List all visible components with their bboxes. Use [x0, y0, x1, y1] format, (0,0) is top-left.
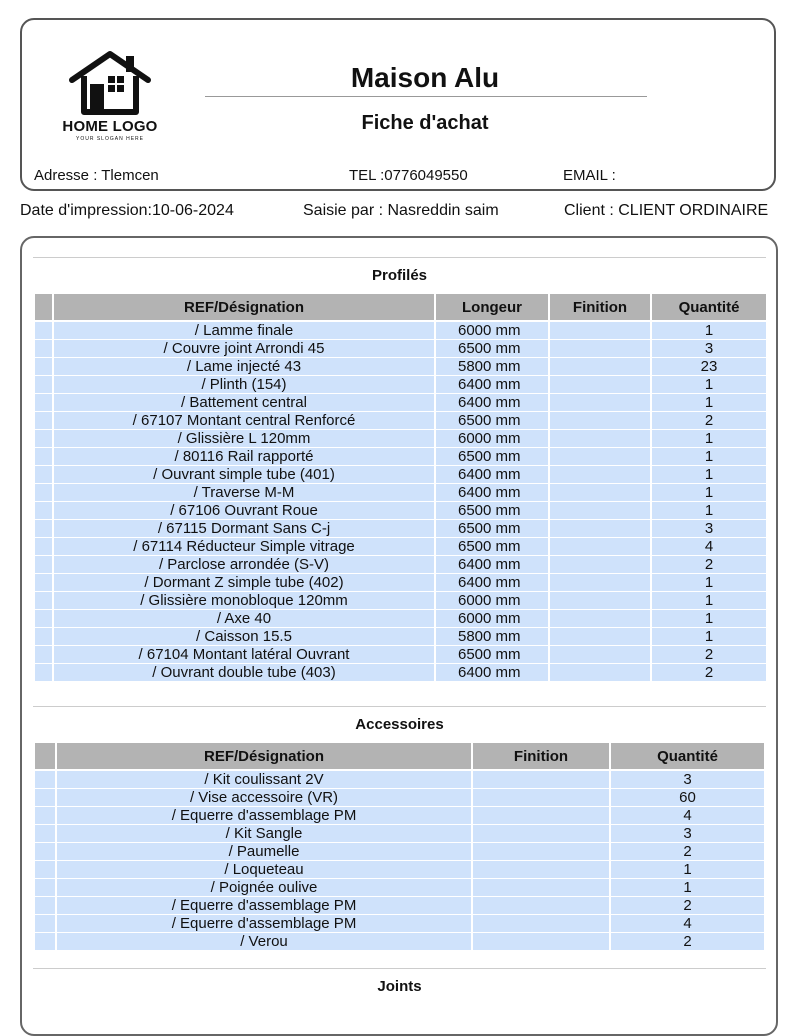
row-marker [35, 340, 52, 358]
row-marker [35, 825, 55, 843]
row-marker [35, 502, 52, 520]
col-header-quantity: Quantité [652, 294, 766, 322]
designation-cell: / 67104 Montant latéral Ouvrant [54, 646, 434, 664]
quantity-cell: 2 [611, 933, 764, 951]
length-cell: 6400 mm [436, 664, 548, 682]
finish-cell [550, 466, 650, 484]
row-marker [35, 448, 52, 466]
row-marker [35, 322, 52, 340]
length-cell: 6400 mm [436, 376, 548, 394]
designation-cell: / Plinth (154) [54, 376, 434, 394]
row-marker [35, 915, 55, 933]
table-row [35, 430, 766, 448]
email-text: EMAIL : [563, 167, 616, 184]
quantity-cell: 4 [652, 538, 766, 556]
designation-cell: / 80116 Rail rapporté [54, 448, 434, 466]
profiles-table [33, 294, 768, 682]
finish-cell [550, 340, 650, 358]
designation-cell: / Traverse M-M [54, 484, 434, 502]
finish-cell [550, 520, 650, 538]
finish-cell [550, 502, 650, 520]
length-cell: 6500 mm [436, 412, 548, 430]
quantity-cell: 1 [652, 376, 766, 394]
table-row [35, 448, 766, 466]
finish-cell [550, 556, 650, 574]
company-logo [54, 50, 166, 150]
table-row [35, 466, 766, 484]
finish-cell [550, 628, 650, 646]
quantity-cell: 2 [611, 897, 764, 915]
designation-cell: / 67114 Réducteur Simple vitrage [54, 538, 434, 556]
length-cell: 6000 mm [436, 592, 548, 610]
quantity-cell: 1 [652, 466, 766, 484]
table-row [35, 933, 764, 951]
designation-cell: / Caisson 15.5 [54, 628, 434, 646]
quantity-cell: 1 [652, 484, 766, 502]
finish-cell [473, 807, 609, 825]
designation-cell: / Kit coulissant 2V [57, 771, 471, 789]
header-box [20, 18, 776, 191]
print-date: Date d'impression:10-06-2024 [20, 202, 234, 219]
row-marker [35, 394, 52, 412]
quantity-cell: 1 [652, 502, 766, 520]
finish-cell [473, 825, 609, 843]
table-row [35, 807, 764, 825]
quantity-cell: 4 [611, 807, 764, 825]
length-cell: 6400 mm [436, 484, 548, 502]
designation-cell: / Ouvrant simple tube (401) [54, 466, 434, 484]
length-cell: 6500 mm [436, 520, 548, 538]
table-row [35, 376, 766, 394]
finish-cell [473, 897, 609, 915]
finish-cell [550, 538, 650, 556]
designation-cell: / Lamme finale [54, 322, 434, 340]
designation-cell: / Battement central [54, 394, 434, 412]
table-row [35, 340, 766, 358]
row-marker [35, 538, 52, 556]
table-row [35, 610, 766, 628]
table-row [35, 502, 766, 520]
table-row [35, 825, 764, 843]
designation-cell: / Paumelle [57, 843, 471, 861]
entered-by: Saisie par : Nasreddin saim [303, 202, 499, 219]
col-header-designation: REF/Désignation [57, 743, 471, 771]
col-header-quantity: Quantité [611, 743, 764, 771]
table-row [35, 574, 766, 592]
row-marker [35, 376, 52, 394]
col-header-finish: Finition [550, 294, 650, 322]
quantity-cell: 1 [652, 574, 766, 592]
finish-cell [473, 789, 609, 807]
table-row [35, 628, 766, 646]
quantity-cell: 4 [611, 915, 764, 933]
section-divider [33, 706, 766, 707]
quantity-cell: 1 [652, 394, 766, 412]
quantity-cell: 1 [652, 448, 766, 466]
profiles-section-title: Profilés [371, 267, 428, 284]
designation-cell: / Lame injecté 43 [54, 358, 434, 376]
finish-cell [550, 412, 650, 430]
length-cell: 6400 mm [436, 466, 548, 484]
finish-cell [550, 574, 650, 592]
logo-text: HOME LOGO [62, 118, 158, 135]
logo-slogan: YOUR SLOGAN HERE [76, 136, 144, 142]
col-header-designation: REF/Désignation [54, 294, 434, 322]
designation-cell: / Poignée oulive [57, 879, 471, 897]
accessories-header-row [35, 743, 764, 771]
finish-cell [550, 610, 650, 628]
length-cell: 6400 mm [436, 556, 548, 574]
quantity-cell: 23 [652, 358, 766, 376]
finish-cell [550, 484, 650, 502]
finish-cell [473, 843, 609, 861]
designation-cell: / Equerre d'assemblage PM [57, 897, 471, 915]
table-row [35, 592, 766, 610]
finish-cell [550, 448, 650, 466]
quantity-cell: 1 [652, 322, 766, 340]
col-header-length: Longeur [436, 294, 548, 322]
table-row [35, 358, 766, 376]
table-row [35, 843, 764, 861]
table-row [35, 664, 766, 682]
table-row [35, 484, 766, 502]
designation-cell: / Equerre d'assemblage PM [57, 807, 471, 825]
length-cell: 6500 mm [436, 538, 548, 556]
quantity-cell: 2 [652, 556, 766, 574]
quantity-cell: 1 [611, 879, 764, 897]
col-header-finish: Finition [473, 743, 609, 771]
designation-cell: / Parclose arrondée (S-V) [54, 556, 434, 574]
designation-cell: / 67115 Dormant Sans C-j [54, 520, 434, 538]
row-marker [35, 466, 52, 484]
table-row [35, 556, 766, 574]
quantity-cell: 1 [652, 628, 766, 646]
document-title: Fiche d'achat [361, 112, 489, 134]
section-divider [33, 968, 766, 969]
profiles-header-row [35, 294, 766, 322]
designation-cell: / Dormant Z simple tube (402) [54, 574, 434, 592]
row-marker-header [35, 743, 55, 771]
company-name: Maison Alu [350, 62, 500, 93]
row-marker [35, 807, 55, 825]
length-cell: 5800 mm [436, 358, 548, 376]
finish-cell [550, 592, 650, 610]
finish-cell [473, 879, 609, 897]
row-marker [35, 897, 55, 915]
phone-text: TEL :0776049550 [349, 167, 468, 184]
row-marker [35, 412, 52, 430]
row-marker [35, 574, 52, 592]
row-marker [35, 843, 55, 861]
table-row [35, 789, 764, 807]
row-marker [35, 520, 52, 538]
row-marker [35, 358, 52, 376]
length-cell: 6500 mm [436, 448, 548, 466]
row-marker [35, 556, 52, 574]
row-marker [35, 771, 55, 789]
designation-cell: / 67107 Montant central Renforcé [54, 412, 434, 430]
section-divider [33, 257, 766, 258]
finish-cell [550, 376, 650, 394]
accessories-table [33, 743, 766, 951]
quantity-cell: 1 [652, 610, 766, 628]
quantity-cell: 1 [611, 861, 764, 879]
length-cell: 6400 mm [436, 394, 548, 412]
table-row [35, 520, 766, 538]
length-cell: 6000 mm [436, 322, 548, 340]
finish-cell [550, 322, 650, 340]
length-cell: 6400 mm [436, 574, 548, 592]
quantity-cell: 3 [652, 520, 766, 538]
quantity-cell: 3 [611, 825, 764, 843]
quantity-cell: 2 [652, 664, 766, 682]
quantity-cell: 2 [652, 412, 766, 430]
finish-cell [550, 646, 650, 664]
table-row [35, 394, 766, 412]
designation-cell: / Couvre joint Arrondi 45 [54, 340, 434, 358]
table-row [35, 646, 766, 664]
accessories-body [35, 771, 764, 951]
quantity-cell: 3 [652, 340, 766, 358]
designation-cell: / 67106 Ouvrant Roue [54, 502, 434, 520]
finish-cell [473, 915, 609, 933]
row-marker [35, 592, 52, 610]
title-divider [205, 96, 647, 97]
table-row [35, 897, 764, 915]
table-row [35, 322, 766, 340]
designation-cell: / Loqueteau [57, 861, 471, 879]
finish-cell [473, 861, 609, 879]
quantity-cell: 1 [652, 430, 766, 448]
accessories-section-title: Accessoires [355, 716, 444, 733]
length-cell: 6500 mm [436, 340, 548, 358]
table-row [35, 915, 764, 933]
row-marker [35, 646, 52, 664]
finish-cell [473, 771, 609, 789]
row-marker [35, 610, 52, 628]
table-row [35, 879, 764, 897]
finish-cell [550, 430, 650, 448]
designation-cell: / Kit Sangle [57, 825, 471, 843]
designation-cell: / Vise accessoire (VR) [57, 789, 471, 807]
row-marker [35, 861, 55, 879]
row-marker [35, 484, 52, 502]
quantity-cell: 1 [652, 592, 766, 610]
row-marker [35, 933, 55, 951]
length-cell: 6500 mm [436, 646, 548, 664]
quantity-cell: 2 [652, 646, 766, 664]
row-marker [35, 789, 55, 807]
designation-cell: / Axe 40 [54, 610, 434, 628]
quantity-cell: 60 [611, 789, 764, 807]
designation-cell: / Glissière L 120mm [54, 430, 434, 448]
finish-cell [473, 933, 609, 951]
length-cell: 5800 mm [436, 628, 548, 646]
finish-cell [550, 664, 650, 682]
profiles-body [35, 322, 766, 682]
designation-cell: / Glissière monobloque 120mm [54, 592, 434, 610]
row-marker [35, 628, 52, 646]
table-row [35, 412, 766, 430]
length-cell: 6000 mm [436, 610, 548, 628]
address-text: Adresse : Tlemcen [34, 167, 159, 184]
length-cell: 6500 mm [436, 502, 548, 520]
table-row [35, 771, 764, 789]
quantity-cell: 3 [611, 771, 764, 789]
designation-cell: / Ouvrant double tube (403) [54, 664, 434, 682]
designation-cell: / Equerre d'assemblage PM [57, 915, 471, 933]
client-name: Client : CLIENT ORDINAIRE [564, 202, 769, 219]
finish-cell [550, 394, 650, 412]
finish-cell [550, 358, 650, 376]
designation-cell: / Verou [57, 933, 471, 951]
length-cell: 6000 mm [436, 430, 548, 448]
row-marker-header [35, 294, 52, 322]
table-row [35, 861, 764, 879]
row-marker [35, 664, 52, 682]
joints-section-title: Joints [377, 978, 422, 995]
house-icon [68, 50, 152, 116]
row-marker [35, 430, 52, 448]
row-marker [35, 879, 55, 897]
table-row [35, 538, 766, 556]
quantity-cell: 2 [611, 843, 764, 861]
